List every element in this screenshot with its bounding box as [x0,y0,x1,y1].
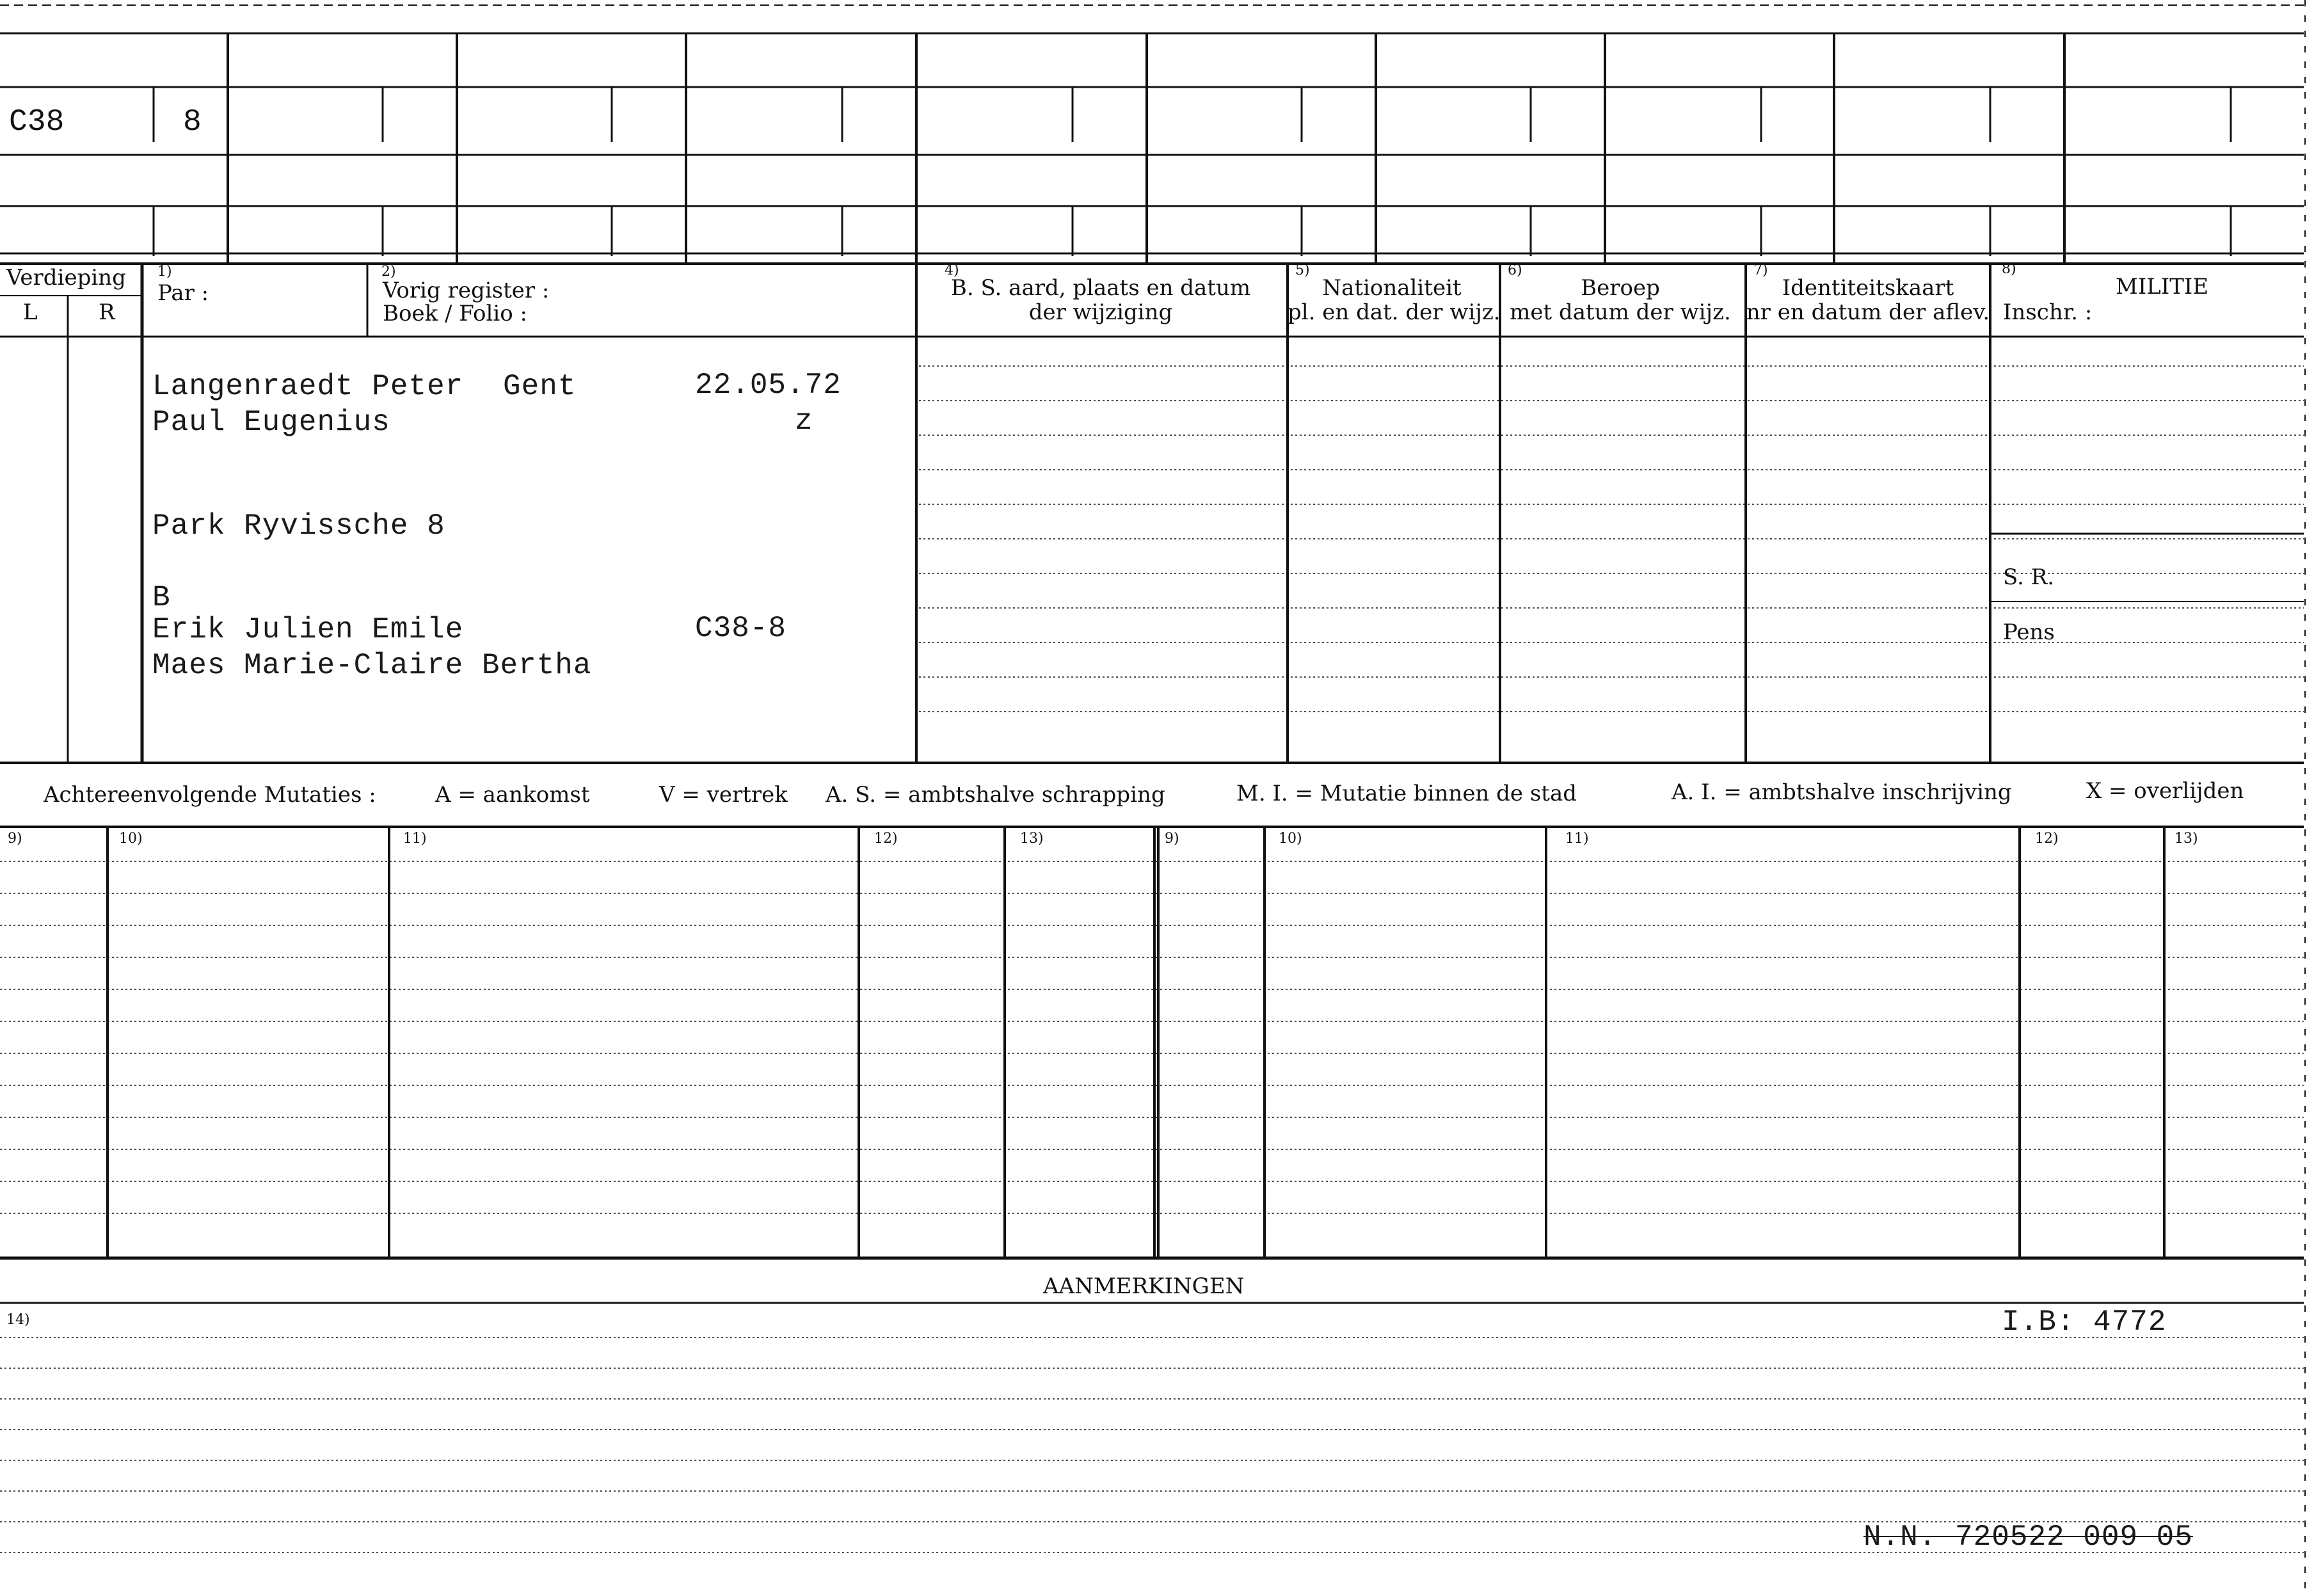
legend-aankomst: A = aankomst [435,782,590,808]
mutaties-col-9-right: 9) [1165,831,1179,847]
inschr-label: Inschr. : [2003,299,2093,325]
mutaties-col-13-right: 13) [2174,831,2198,847]
col-8-number: 8) [2002,261,2016,277]
person-address: Park Ryvissche 8 [152,509,445,543]
col-2-number: 2) [381,264,396,280]
bs-header-line1: B. S. aard, plaats en datum [950,275,1251,301]
mutaties-col-12-right: 12) [2035,831,2059,847]
ib-number: I.B: 4772 [2002,1305,2167,1339]
vorig-register-label: Vorig register : [383,278,550,303]
bs-header-line2: der wijziging [1028,299,1173,325]
nationaliteit-header-line1: Nationaliteit [1322,275,1462,301]
mutaties-col-10-right: 10) [1279,831,1302,847]
person-sex: z [795,404,813,438]
beroep-header-line2: met datum der wijz. [1510,299,1731,325]
person-birthplace: Gent [503,370,577,403]
person-household-ref: C38-8 [695,612,787,645]
legend-vertrek: V = vertrek [659,782,788,808]
identiteitskaart-header-line1: Identiteitskaart [1782,275,1954,301]
mutaties-col-13-left: 13) [1020,831,1044,847]
militie-header: MILITIE [2116,274,2209,299]
col-5-number: 5) [1295,262,1310,278]
mutaties-label: Achtereenvolgende Mutaties : [44,782,376,808]
militie-pens-label: Pens [2003,619,2055,645]
person-status-letter: B [152,581,171,614]
col-1-number: 1) [157,264,172,280]
person-birthdate: 22.05.72 [695,369,842,402]
col-7-number: 7) [1753,262,1768,278]
person-surname: Langenraedt Peter [152,370,464,403]
boek-folio-label: Boek / Folio : [383,301,527,326]
nationaliteit-header-line2: pl. en dat. der wijz. [1288,299,1501,325]
register-number: 8 [183,105,202,140]
legend-schrapping: A. S. = ambtshalve schrapping [826,782,1165,808]
legend-overlijden: X = overlijden [2086,778,2244,804]
par-label: Par : [157,280,209,306]
floor-right-label: R [99,299,115,325]
floor-left-label: L [23,299,38,325]
mutaties-col-11-right: 11) [1565,831,1589,847]
mutaties-col-12-left: 12) [874,831,898,847]
col-6-number: 6) [1508,262,1522,278]
beroep-header-line1: Beroep [1581,275,1660,301]
mutaties-col-10-left: 10) [119,831,143,847]
aanmerkingen-title: AANMERKINGEN [1043,1273,1245,1299]
aanmerkingen-number: 14) [6,1312,30,1328]
legend-mutatie-stad: M. I. = Mutatie binnen de stad [1236,781,1577,806]
mutaties-col-11-left: 11) [403,831,427,847]
identiteitskaart-header-line2: nr en datum der aflev. [1746,299,1990,325]
mutaties-col-9-left: 9) [8,831,22,847]
col-4-number: 4) [945,262,959,278]
person-father: Erik Julien Emile [152,613,464,646]
militie-sr-label: S. R. [2003,564,2055,590]
person-given-names: Paul Eugenius [152,406,390,439]
legend-inschrijving: A. I. = ambtshalve inschrijving [1672,779,2012,805]
register-code: C38 [9,105,65,140]
person-mother: Maes Marie-Claire Bertha [152,649,592,682]
national-number: N.N. 720522 009 05 [1863,1520,2193,1554]
verdieping-label: Verdieping [6,265,126,291]
